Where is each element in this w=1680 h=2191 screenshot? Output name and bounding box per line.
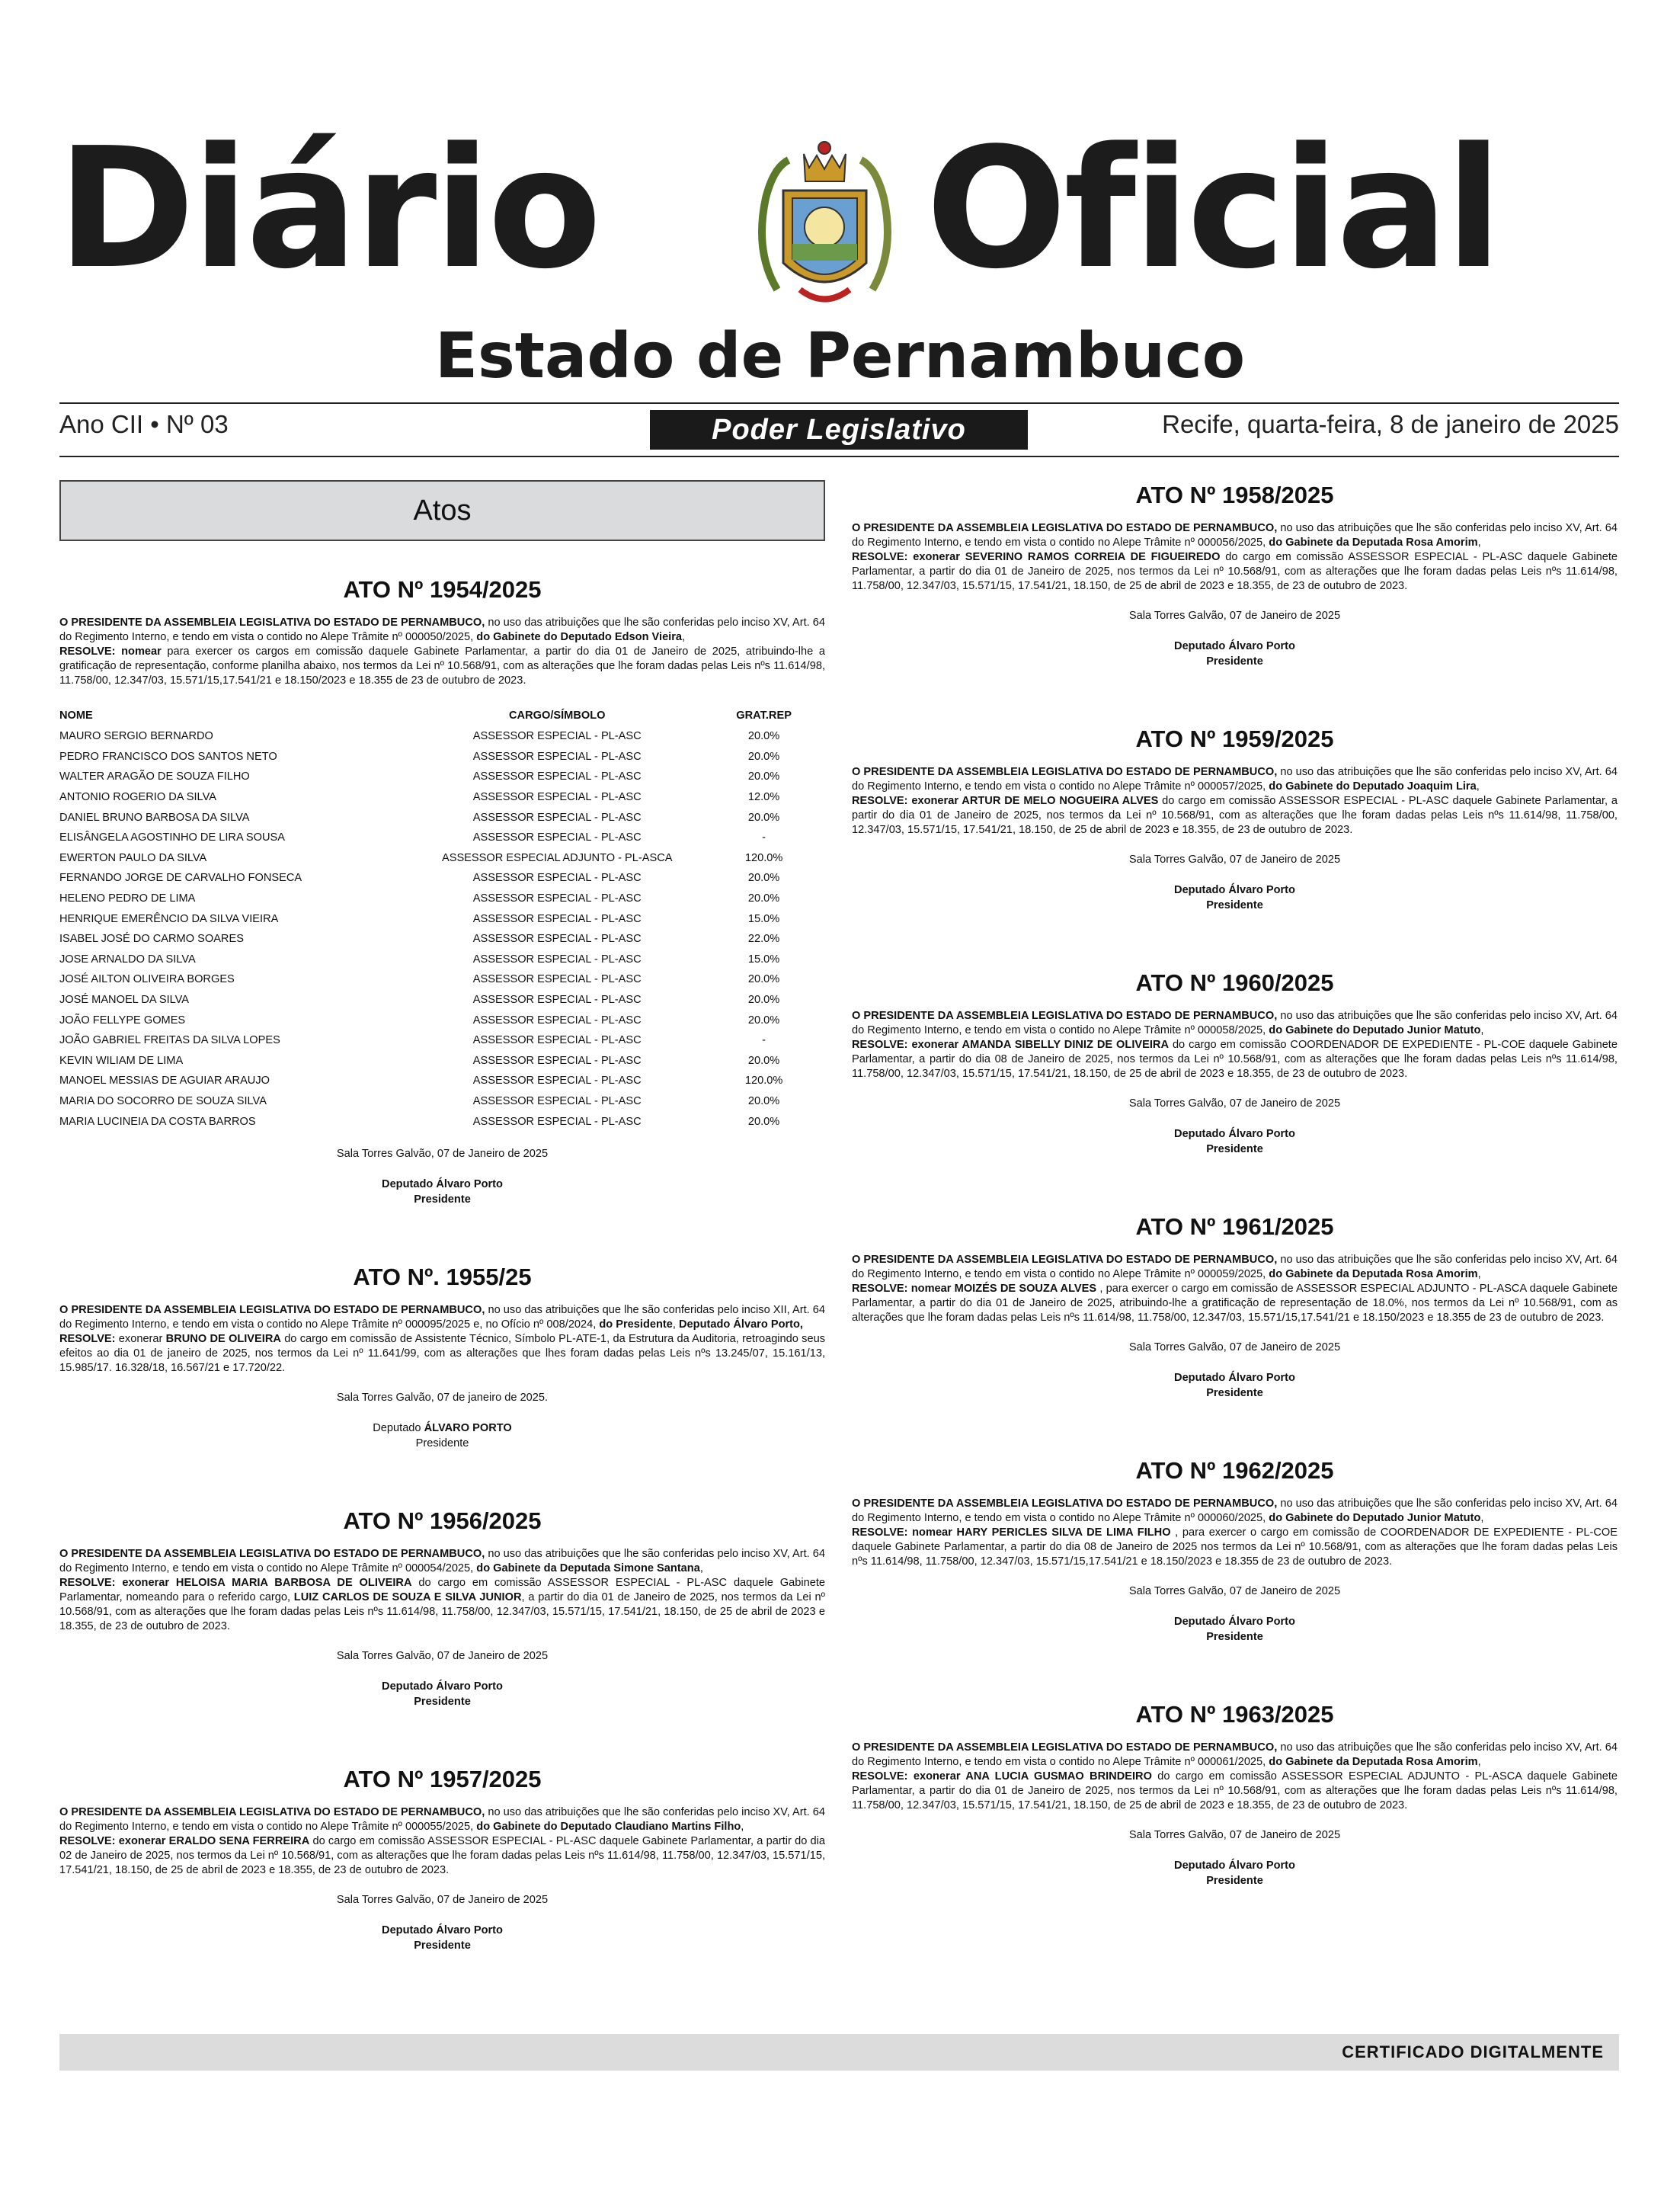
cell-name: JOSE ARNALDO DA SILVA: [59, 953, 196, 966]
ato-1962: [852, 1456, 1618, 1645]
cell-grat: 20.0%: [747, 730, 780, 743]
signer-name: Deputado Álvaro Porto: [382, 1177, 503, 1190]
cell-name: DANIEL BRUNO BARBOSA DA SILVA: [59, 811, 250, 824]
table-row: [59, 1051, 825, 1071]
section-header: Atos: [59, 480, 825, 541]
cell-cargo: ASSESSOR ESPECIAL - PL-ASC: [472, 811, 642, 824]
signer-role: Presidente: [414, 1939, 471, 1952]
cell-grat: 20.0%: [747, 892, 780, 905]
table-row: [59, 929, 825, 950]
power-banner: Poder Legislativo: [650, 410, 1028, 450]
cell-name: JOSÉ AILTON OLIVEIRA BORGES: [59, 973, 235, 986]
cell-name: HELENO PEDRO DE LIMA: [59, 892, 196, 905]
table-row: [59, 828, 825, 848]
signer-role: Presidente: [414, 1193, 471, 1206]
table-row: [59, 990, 825, 1011]
cell-name: EWERTON PAULO DA SILVA: [59, 851, 207, 864]
ato-1958: [852, 480, 1618, 669]
cell-grat: -: [762, 831, 766, 844]
table-row: [59, 1091, 825, 1112]
ato-location-date: Sala Torres Galvão, 07 de Janeiro de 2025: [1128, 1341, 1341, 1353]
table-row: [59, 889, 825, 909]
column-header-name: NOME: [59, 710, 93, 722]
signer-name: Deputado Álvaro Porto: [1174, 1859, 1295, 1872]
table-row: [59, 1030, 825, 1051]
table-row: [59, 726, 825, 747]
cell-cargo: ASSESSOR ESPECIAL - PL-ASC: [472, 892, 642, 905]
ato-1957: [59, 1764, 825, 1953]
cell-grat: 20.0%: [747, 811, 780, 824]
cell-grat: 20.0%: [747, 770, 780, 783]
ato-signature: [59, 1679, 825, 1709]
cell-name: KEVIN WILIAM DE LIMA: [59, 1054, 184, 1067]
cell-grat: 20.0%: [747, 750, 780, 763]
cell-cargo: ASSESSOR ESPECIAL - PL-ASC: [472, 872, 642, 885]
table-row: [59, 807, 825, 828]
ato-location-date: Sala Torres Galvão, 07 de Janeiro de 2025: [1128, 1097, 1341, 1110]
column-header-cargo: CARGO/SÍMBOLO: [509, 710, 606, 722]
ato-1961: [852, 1212, 1618, 1401]
table-row: [59, 969, 825, 990]
ato-1959: [852, 724, 1618, 913]
cell-name: MARIA DO SOCORRO DE SOUZA SILVA: [59, 1094, 267, 1107]
cell-cargo: ASSESSOR ESPECIAL - PL-ASC: [472, 730, 642, 743]
signer-name: Deputado Álvaro Porto: [1174, 640, 1295, 652]
ato-signature: [59, 1177, 825, 1207]
cell-name: FERNANDO JORGE DE CARVALHO FONSECA: [59, 872, 302, 885]
ato-signature: [852, 1614, 1618, 1645]
cell-name: JOÃO GABRIEL FREITAS DA SILVA LOPES: [59, 1034, 280, 1047]
signer-name: Deputado Álvaro Porto: [1174, 1128, 1295, 1140]
cell-grat: 12.0%: [747, 791, 780, 804]
cell-name: MARIA LUCINEIA DA COSTA BARROS: [59, 1115, 256, 1128]
column-left: [59, 480, 825, 1953]
ato-location-date: Sala Torres Galvão, 07 de Janeiro de 2025: [336, 1893, 549, 1906]
ato-signature: [59, 1421, 825, 1451]
cell-name: PEDRO FRANCISCO DOS SANTOS NETO: [59, 750, 277, 763]
signer-name: Deputado Álvaro Porto: [382, 1680, 503, 1693]
ato-title: ATO Nº. 1955/25: [353, 1263, 532, 1290]
cell-name: HENRIQUE EMERÊNCIO DA SILVA VIEIRA: [59, 912, 279, 925]
signer-role: Presidente: [1206, 1387, 1263, 1399]
signer-role: Presidente: [1206, 1631, 1263, 1643]
ato-location-date: Sala Torres Galvão, 07 de Janeiro de 2025: [1128, 1585, 1341, 1597]
ato-1963: [852, 1699, 1618, 1888]
ato-signature: [59, 1923, 825, 1953]
ato-location-date: Sala Torres Galvão, 07 de Janeiro de 2025: [336, 1649, 549, 1662]
table-row: [59, 747, 825, 767]
ato-title: ATO Nº 1962/2025: [1135, 1457, 1334, 1484]
ato-location-date: Sala Torres Galvão, 07 de janeiro de 2025.: [336, 1391, 549, 1404]
ato-signature: [852, 1858, 1618, 1888]
ato-title: ATO Nº 1961/2025: [1135, 1213, 1334, 1240]
cell-cargo: ASSESSOR ESPECIAL - PL-ASC: [472, 1014, 642, 1027]
cell-cargo: ASSESSOR ESPECIAL - PL-ASC: [472, 953, 642, 966]
cell-grat: 20.0%: [747, 1014, 780, 1027]
edition-number: Ano CII • Nº 03: [59, 410, 229, 438]
ato-1956: [59, 1506, 825, 1709]
cell-grat: 20.0%: [747, 1115, 780, 1128]
signer-role: Presidente: [414, 1695, 471, 1708]
ato-body: O PRESIDENTE DA ASSEMBLEIA LEGISLATIVA DO ESTADO DE PERNAMBUCO, no uso das atribuições que lhe são conferidas pelo inciso XV, Art. 64 do Regimento Interno, e tendo em vista o contido no Alepe Trâmite nº 000050/2025, do Gabinete do Deputado Edson Vieira, RESOLVE: nomear para exercer os cargos em comissão daquele Gabinete Parlamentar, a partir do dia 01 de Janeiro de 2025, atribuindo-lhe a gratificação de representação, conforme planilha abaixo, nos termos da Lei nº 10.568/91, com as alterações que lhe foram dadas pelas Leis nºs 11.614/98, 11.758/00, 12.347/03, 15.571/15,17.541/21 e 18.150/2023 e 18.355 de 23 de outubro de 2023.: [59, 617, 825, 687]
signer-role: Presidente: [415, 1437, 469, 1449]
dateline: Recife, quarta-feira, 8 de janeiro de 2025: [1162, 410, 1619, 438]
cell-cargo: ASSESSOR ESPECIAL - PL-ASC: [472, 933, 642, 946]
ato-location-date: Sala Torres Galvão, 07 de Janeiro de 2025: [1128, 610, 1341, 622]
cell-grat: 22.0%: [747, 933, 780, 946]
ato-title: ATO Nº 1956/2025: [343, 1507, 542, 1534]
signer-name: Deputado Álvaro Porto: [1174, 884, 1295, 896]
rule-top: [59, 402, 1619, 404]
ato-1955: [59, 1262, 825, 1451]
ato-location-date: Sala Torres Galvão, 07 de Janeiro de 2025: [1128, 1829, 1341, 1841]
column-right: [852, 480, 1618, 1888]
cell-cargo: ASSESSOR ESPECIAL - PL-ASC: [472, 1054, 642, 1067]
cell-name: ELISÂNGELA AGOSTINHO DE LIRA SOUSA: [59, 831, 286, 844]
cell-grat: 15.0%: [747, 953, 780, 966]
appointments-table: [59, 710, 825, 1132]
ato-1954: [59, 575, 825, 1207]
ato-body: O PRESIDENTE DA ASSEMBLEIA LEGISLATIVA DO ESTADO DE PERNAMBUCO, no uso das atribuições que lhe são conferidas pelo inciso XV, Art. 64 do Regimento Interno, e tendo em vista o contido no Alepe Trâmite nº 000056/2025, do Gabinete da Deputada Rosa Amorim, RESOLVE: exonerar SEVERINO RAMOS CORREIA DE FIGUEIREDO do cargo em comissão ASSESSOR ESPECIAL - PL-ASC daquele Gabinete Parlamentar, a partir do dia 01 de Janeiro de 2025, nos termos da Lei nº 10.568/91, com as alterações que lhe foram dadas pelas Leis nºs 11.614/98, 11.758/00, 12.347/03, 15.571/15, 17.541/21, 18.150, de 25 de abril de 2023 e 18.355, de 23 de outubro de 2023.: [852, 522, 1618, 592]
table-row: [59, 908, 825, 929]
ato-body: O PRESIDENTE DA ASSEMBLEIA LEGISLATIVA DO ESTADO DE PERNAMBUCO, no uso das atribuições que lhe são conferidas pelo inciso XV, Art. 64 do Regimento Interno, e tendo em vista o contido no Alepe Trâmite nº 000058/2025, do Gabinete do Deputado Junior Matuto, RESOLVE: exonerar AMANDA SIBELLY DINIZ DE OLIVEIRA do cargo em comissão COORDENADOR DE EXPEDIENTE - PL-COE daquele Gabinete Parlamentar, a partir do dia 08 de Janeiro de 2025, nos termos da Lei nº 10.568/91, com as alterações que lhe foram dadas pelas Leis nºs 11.614/98, 11.758/00, 12.347/03, 15.571/15, 17.541/21, 18.150, de 25 de abril de 2023 e 18.355, de 23 de outubro de 2023.: [852, 1010, 1618, 1080]
cell-cargo: ASSESSOR ESPECIAL - PL-ASC: [472, 973, 642, 986]
ato-body: O PRESIDENTE DA ASSEMBLEIA LEGISLATIVA DO ESTADO DE PERNAMBUCO, no uso das atribuições que lhe são conferidas pelo inciso XV, Art. 64 do Regimento Interno, e tendo em vista o contido no Alepe Trâmite nº 000057/2025, do Gabinete do Deputado Joaquim Lira, RESOLVE: exonerar ARTUR DE MELO NOGUEIRA ALVES do cargo em comissão ASSESSOR ESPECIAL - PL-ASC daquele Gabinete Parlamentar, a partir do dia 01 de Janeiro de 2025, nos termos da Lei nº 10.568/91, com as alterações que lhe foram dadas pelas Leis nºs 11.614/98, 11.758/00, 12.347/03, 15.571/15, 17.541/21, 18.150, de 25 de abril de 2023 e 18.355, de 23 de outubro de 2023.: [852, 766, 1618, 836]
cell-cargo: ASSESSOR ESPECIAL - PL-ASC: [472, 994, 642, 1007]
ato-body: O PRESIDENTE DA ASSEMBLEIA LEGISLATIVA DO ESTADO DE PERNAMBUCO, no uso das atribuições que lhe são conferidas pelo inciso XV, Art. 64 do Regimento Interno, e tendo em vista o contido no Alepe Trâmite nº 000059/2025, do Gabinete da Deputada Rosa Amorim, RESOLVE: nomear MOIZÉS DE SOUZA ALVES , para exercer o cargo em comissão de ASSESSOR ESPECIAL ADJUNTO - PL-ASCA daquele Gabinete Parlamentar, a partir do dia 01 de Janeiro de 2025, atribuindo-lhe a gratificação de representação de 18.0%, nos termos da Lei nº 10.568/91, com as alterações que lhe foram dadas pelas Leis nºs 11.614/98, 11.758/00, 12.347/03, 15.571/15,17.541/21 e 18.150/2023 e 18.355 de 23 de outubro de 2023.: [852, 1254, 1618, 1324]
ato-signature: [852, 882, 1618, 913]
cell-cargo: ASSESSOR ESPECIAL - PL-ASC: [472, 1075, 642, 1087]
cell-name: JOSÉ MANOEL DA SILVA: [59, 994, 190, 1007]
masthead-subtitle: Estado de Pernambuco: [434, 320, 1246, 392]
signer-name: Deputado Álvaro Porto: [382, 1924, 503, 1936]
cell-cargo: ASSESSOR ESPECIAL ADJUNTO - PL-ASCA: [441, 851, 673, 864]
ato-body: O PRESIDENTE DA ASSEMBLEIA LEGISLATIVA DO ESTADO DE PERNAMBUCO, no uso das atribuições que lhe são conferidas pelo inciso XV, Art. 64 do Regimento Interno, e tendo em vista o contido no Alepe Trâmite nº 000055/2025, do Gabinete do Deputado Claudiano Martins Filho, RESOLVE: exonerar ERALDO SENA FERREIRA do cargo em comissão ASSESSOR ESPECIAL - PL-ASC daquele Gabinete Parlamentar, a partir do dia 02 de Janeiro de 2025, nos termos da Lei nº 10.568/91, com as alterações que lhe foram dadas pelas Leis nºs 11.614/98, 11.758/00, 12.347/03, 15.571/15, 17.541/21, 18.150, de 25 de abril de 2023 e 18.355, de 23 de outubro de 2023.: [59, 1805, 825, 1876]
cell-cargo: ASSESSOR ESPECIAL - PL-ASC: [472, 1094, 642, 1107]
signer-name: Deputado Álvaro Porto: [1174, 1372, 1295, 1384]
column-header-grat: GRAT.REP: [736, 710, 792, 722]
ato-signature: [852, 1126, 1618, 1157]
ato-title: ATO Nº 1954/2025: [343, 576, 542, 603]
footer-bar: [59, 2034, 1619, 2071]
table-body: [59, 726, 825, 1132]
pernambuco-coat-of-arms-icon: [747, 137, 903, 312]
masthead-title-left: Diário: [57, 113, 599, 306]
cell-cargo: ASSESSOR ESPECIAL - PL-ASC: [472, 912, 642, 925]
cell-cargo: ASSESSOR ESPECIAL - PL-ASC: [472, 770, 642, 783]
table-header-row: [59, 710, 825, 726]
cell-grat: -: [762, 1034, 766, 1047]
signer-name: Deputado ÁLVARO PORTO: [373, 1421, 512, 1434]
cell-cargo: ASSESSOR ESPECIAL - PL-ASC: [472, 1034, 642, 1047]
cell-cargo: ASSESSOR ESPECIAL - PL-ASC: [472, 1115, 642, 1128]
ato-body: O PRESIDENTE DA ASSEMBLEIA LEGISLATIVA DO ESTADO DE PERNAMBUCO, no uso das atribuições que lhe são conferidas pelo inciso XV, Art. 64 do Regimento Interno, e tendo em vista o contido no Alepe Trâmite nº 000061/2025, do Gabinete da Deputada Rosa Amorim, RESOLVE: exonerar ANA LUCIA GUSMAO BRINDEIRO do cargo em comissão ASSESSOR ESPECIAL ADJUNTO - PL-ASCA daquele Gabinete Parlamentar, a partir do dia 01 de Janeiro de 2025, nos termos da Lei nº 10.568/91, com as alterações que lhe foram dadas pelas Leis nºs 11.614/98, 11.758/00, 12.347/03, 15.571/15, 17.541/21, 18.150, de 25 de abril de 2023 e 18.355, de 23 de outubro de 2023.: [852, 1741, 1618, 1811]
cell-grat: 120.0%: [744, 1075, 783, 1087]
table-row: [59, 787, 825, 808]
table-row: [59, 950, 825, 970]
ato-title: ATO Nº 1957/2025: [343, 1765, 542, 1792]
table-row: [59, 848, 825, 869]
table-row: [59, 1071, 825, 1091]
ato-signature: [852, 1370, 1618, 1401]
cell-name: MANOEL MESSIAS DE AGUIAR ARAUJO: [59, 1075, 270, 1087]
cell-cargo: ASSESSOR ESPECIAL - PL-ASC: [472, 750, 642, 763]
cell-name: ANTONIO ROGERIO DA SILVA: [59, 791, 216, 804]
table-row: [59, 1010, 825, 1030]
ato-location-date: Sala Torres Galvão, 07 de Janeiro de 2025: [1128, 854, 1341, 866]
cell-name: MAURO SERGIO BERNARDO: [59, 730, 213, 743]
cell-name: WALTER ARAGÃO DE SOUZA FILHO: [59, 770, 250, 783]
ato-title: ATO Nº 1959/2025: [1135, 726, 1334, 752]
signer-name: Deputado Álvaro Porto: [1174, 1616, 1295, 1628]
cell-grat: 20.0%: [747, 973, 780, 986]
cell-grat: 20.0%: [747, 872, 780, 885]
cell-grat: 20.0%: [747, 1054, 780, 1067]
cell-name: ISABEL JOSÉ DO CARMO SOARES: [59, 933, 244, 946]
cell-cargo: ASSESSOR ESPECIAL - PL-ASC: [472, 831, 642, 844]
rule-bottom: [59, 456, 1619, 457]
cell-cargo: ASSESSOR ESPECIAL - PL-ASC: [472, 791, 642, 804]
cell-grat: 20.0%: [747, 1094, 780, 1107]
table-row: [59, 767, 825, 787]
cell-name: JOÃO FELLYPE GOMES: [59, 1014, 186, 1027]
table-row: [59, 868, 825, 889]
cell-grat: 15.0%: [747, 912, 780, 925]
digital-certificate-label: CERTIFICADO DIGITALMENTE: [1342, 2042, 1604, 2061]
ato-body: O PRESIDENTE DA ASSEMBLEIA LEGISLATIVA DO ESTADO DE PERNAMBUCO, no uso das atribuições que lhe são conferidas pelo inciso XV, Art. 64 do Regimento Interno, e tendo em vista o contido no Alepe Trâmite nº 000060/2025, do Gabinete do Deputado Junior Matuto, RESOLVE: nomear HARY PERICLES SILVA DE LIMA FILHO , para exercer o cargo em comissão de COORDENADOR DE EXPEDIENTE - PL-COE daquele Gabinete Parlamentar, a partir do dia 08 de Janeiro de 2025 nos termos da Lei nº 10.568/91, com as alterações que lhe foram dadas pelas Leis nºs 11.614/98, 11.758/00, 12.347/03, 15.571/15,17.541/21 e 18.150/2023 e 18.355 de 23 de outubro de 2023.: [852, 1498, 1618, 1568]
ato-signature: [852, 639, 1618, 669]
signer-role: Presidente: [1206, 899, 1263, 911]
cell-grat: 120.0%: [744, 851, 783, 864]
cell-grat: 20.0%: [747, 994, 780, 1007]
ato-title: ATO Nº 1963/2025: [1135, 1701, 1334, 1728]
masthead-title-right: Oficial: [926, 113, 1499, 306]
masthead: [0, 114, 1680, 335]
ato-location-date: Sala Torres Galvão, 07 de Janeiro de 2025: [336, 1147, 549, 1160]
signer-role: Presidente: [1206, 655, 1263, 668]
table-row: [59, 1111, 825, 1132]
ato-title: ATO Nº 1958/2025: [1135, 482, 1334, 508]
ato-body: O PRESIDENTE DA ASSEMBLEIA LEGISLATIVA DO ESTADO DE PERNAMBUCO, no uso das atribuições que lhe são conferidas pelo inciso XII, Art. 64 do Regimento Interno, e tendo em vista o contido no Alepe Trâmite nº 000095/2025 e, no Ofício nº 008/2024, do Presidente, Deputado Álvaro Porto, RESOLVE: exonerar BRUNO DE OLIVEIRA do cargo em comissão de Assistente Técnico, Símbolo PL-ATE-1, da Estrutura da Auditoria, retroagindo seus efeitos ao dia 01 de janeiro de 2025, nos termos da Lei nº 11.641/99, com as alterações que lhes foram dadas pelas Leis nºs 13.245/07, 15.161/13, 15.985/17. 16.328/18, 16.567/21 e 17.720/22.: [59, 1303, 825, 1374]
signer-role: Presidente: [1206, 1875, 1263, 1887]
ato-body: O PRESIDENTE DA ASSEMBLEIA LEGISLATIVA DO ESTADO DE PERNAMBUCO, no uso das atribuições que lhe são conferidas pelo inciso XV, Art. 64 do Regimento Interno, e tendo em vista o contido no Alepe Trâmite nº 000054/2025, do Gabinete da Deputada Simone Santana, RESOLVE: exonerar HELOISA MARIA BARBOSA DE OLIVEIRA do cargo em comissão ASSESSOR ESPECIAL - PL-ASC daquele Gabinete Parlamentar, nomeando para o referido cargo, LUIZ CARLOS DE SOUZA E SILVA JUNIOR, a partir do dia 01 de Janeiro de 2025, nos termos da Lei nº 10.568/91, com as alterações que lhe foram dadas pelas Leis nºs 11.614/98, 11.758/00, 12.347/03, 15.571/15, 17.541/21, 18.150, de 25 de abril de 2023 e 18.355, de 23 de outubro de 2023.: [59, 1547, 825, 1632]
signer-role: Presidente: [1206, 1143, 1263, 1155]
ato-1960: [852, 968, 1618, 1157]
ato-title: ATO Nº 1960/2025: [1135, 969, 1334, 996]
